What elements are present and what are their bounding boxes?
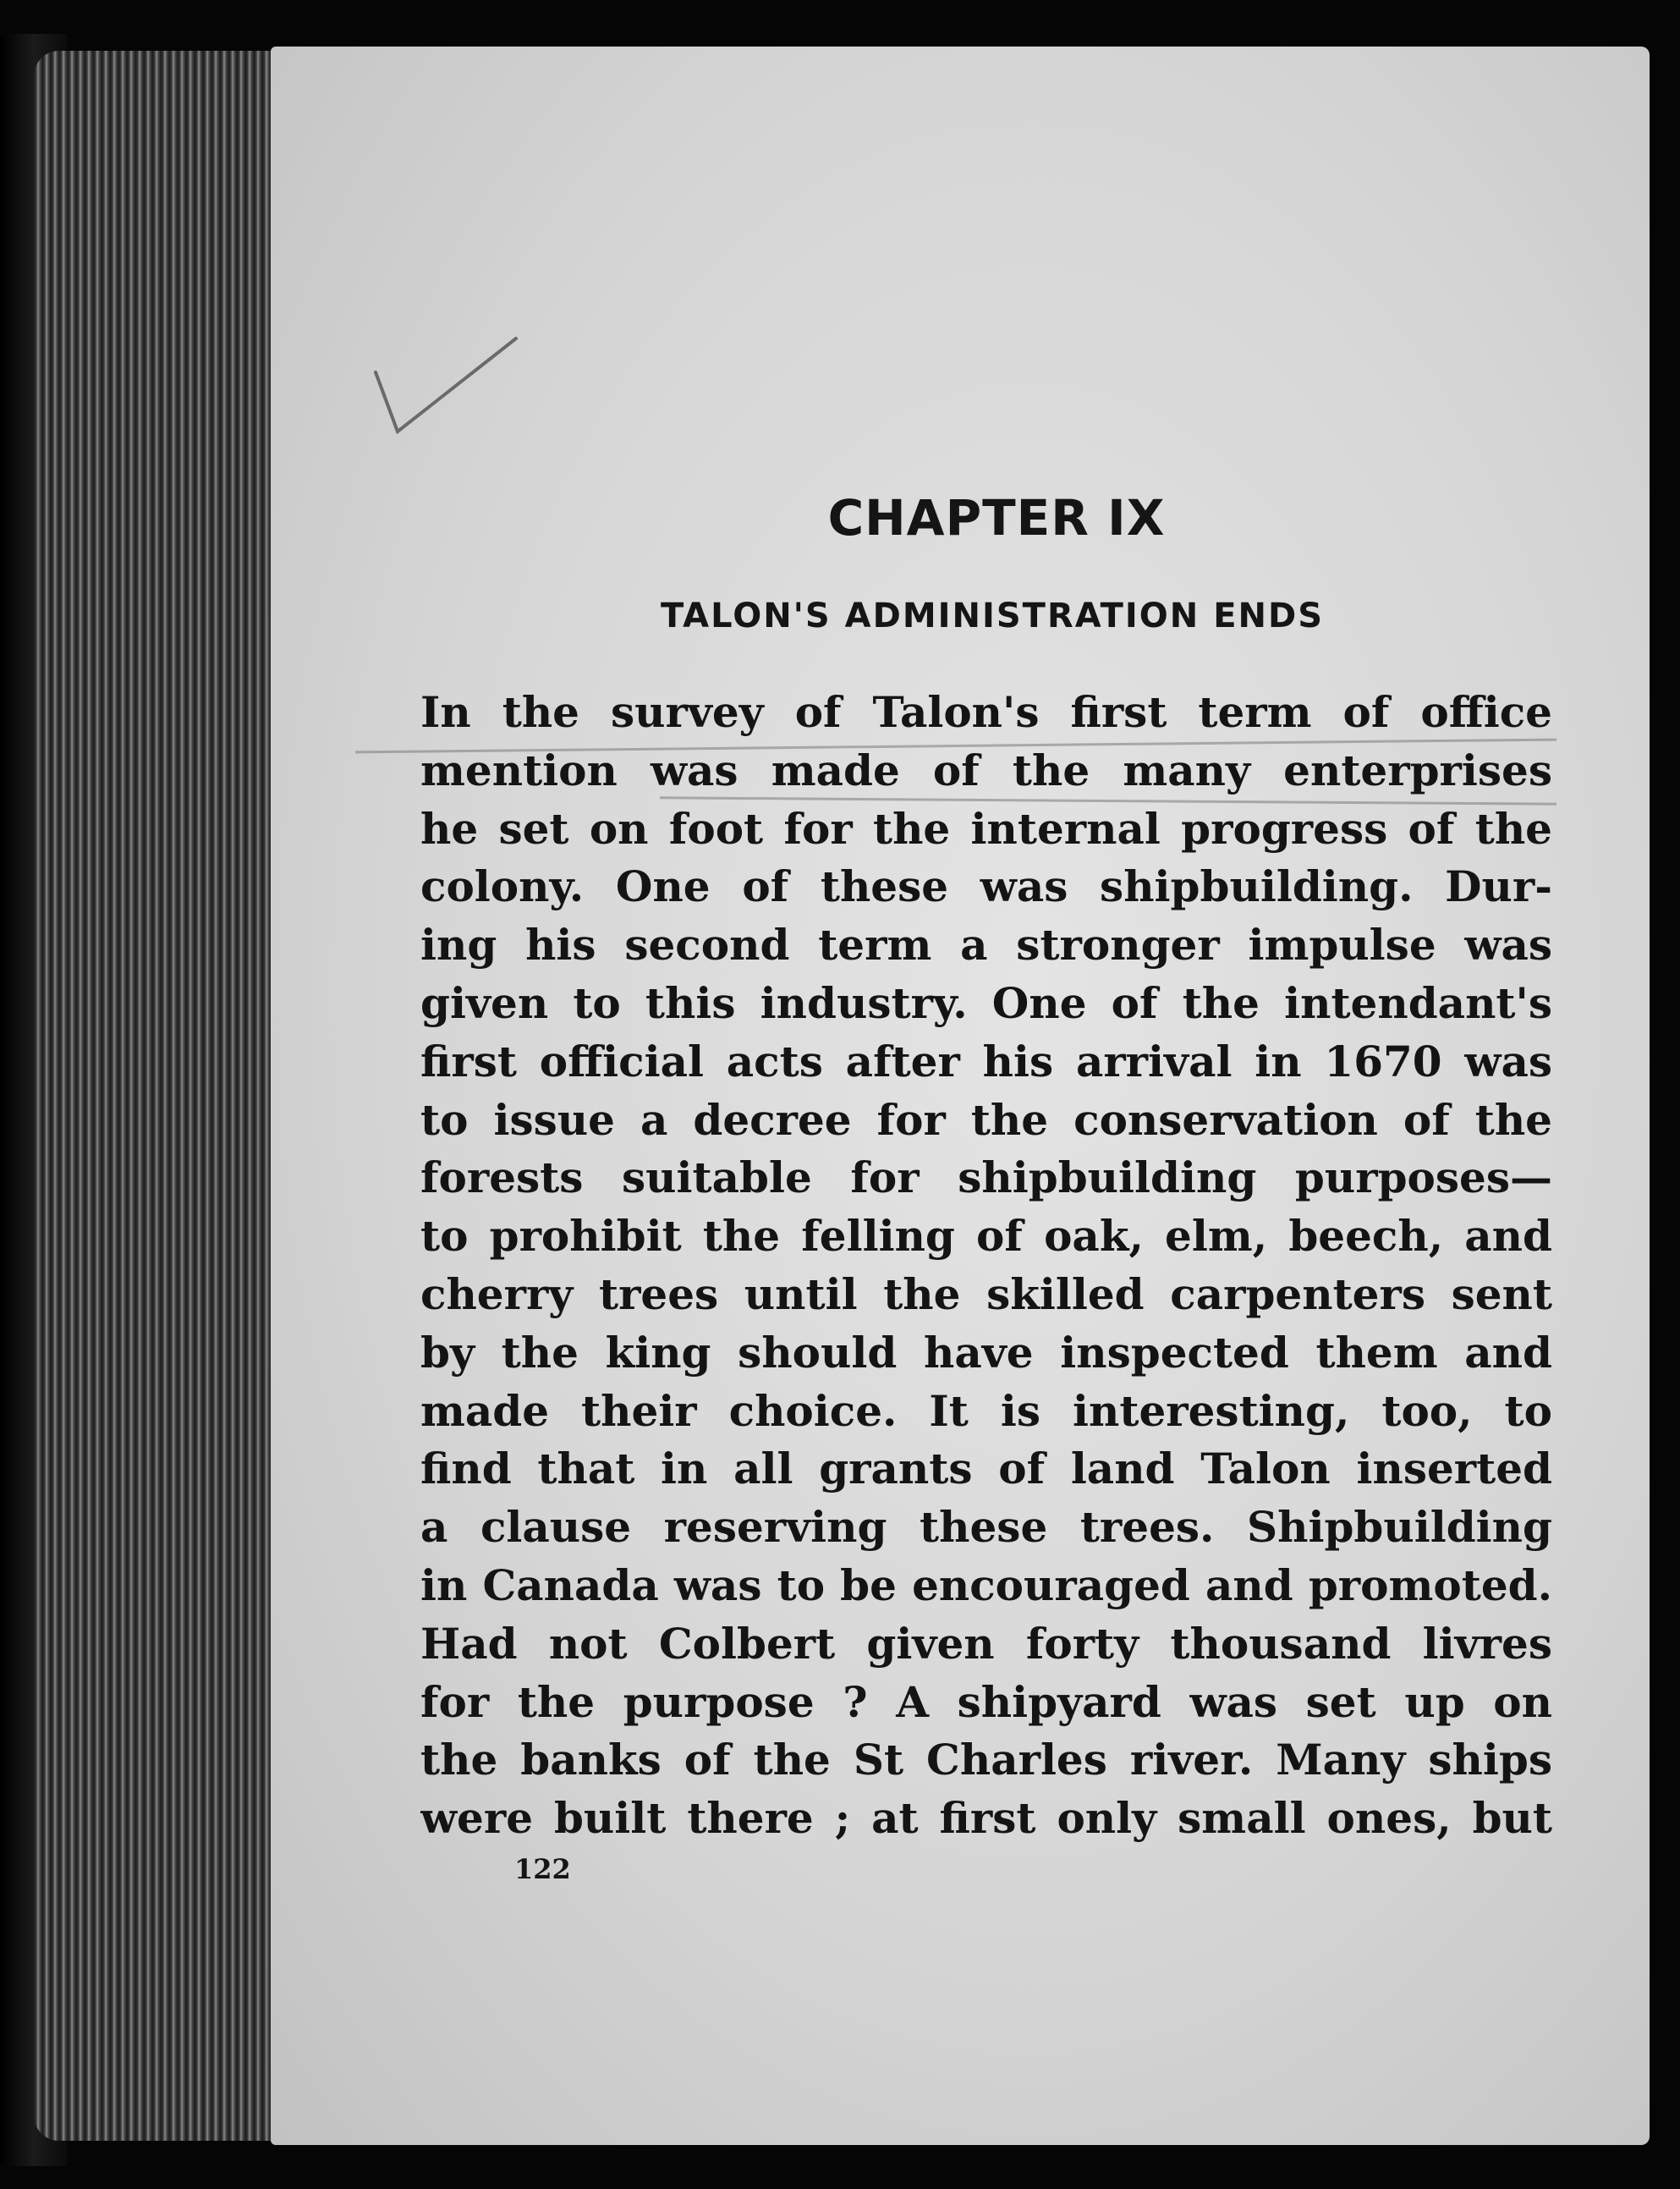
text-line: Had not Colbert given forty thousand livres bbox=[420, 1618, 1552, 1669]
text-line: find that in all grants of land Talon inserted bbox=[420, 1444, 1552, 1494]
text-line: cherry trees until the skilled carpenters sent bbox=[420, 1268, 1552, 1319]
chapter-subtitle: TALON'S ADMINISTRATION ENDS bbox=[661, 597, 1324, 635]
text-line: given to this industry. One of the intendant's bbox=[420, 977, 1552, 1028]
text-line: the banks of the St Charles river. Many ships bbox=[420, 1735, 1552, 1785]
page-number: 122 bbox=[514, 1853, 571, 1885]
text-line: ing his second term a stronger impulse was bbox=[420, 920, 1552, 971]
text-line: for the purpose ? A shipyard was set up on bbox=[420, 1676, 1552, 1727]
text-line: made their choice. It is interesting, too, to bbox=[420, 1385, 1552, 1436]
text-line: by the king should have inspected them and bbox=[420, 1327, 1552, 1378]
text-line: forests suitable for shipbuilding purposes— bbox=[420, 1152, 1552, 1203]
chapter-title: CHAPTER IX bbox=[827, 489, 1166, 547]
page-edges bbox=[34, 51, 279, 2141]
text-line: colony. One of these was shipbuilding. Dur- bbox=[420, 861, 1552, 912]
text-line: In the survey of Talon's first term of office bbox=[420, 687, 1552, 737]
text-line: to issue a decree for the conservation of the bbox=[420, 1094, 1552, 1145]
text-line: first official acts after his arrival in 1670 was bbox=[420, 1036, 1552, 1086]
text-line: were built there ; at first only small ones, but bbox=[420, 1793, 1552, 1844]
body-paragraph bbox=[420, 684, 1552, 1848]
text-line: in Canada was to be encouraged and promoted. bbox=[420, 1559, 1552, 1610]
text-line: mention was made of the many enterprises bbox=[420, 745, 1552, 795]
pencil-checkmark bbox=[372, 330, 524, 448]
text-line: he set on foot for the internal progress of the bbox=[420, 803, 1552, 854]
text-line: to prohibit the felling of oak, elm, beech, and bbox=[420, 1211, 1552, 1262]
text-line: a clause reserving these trees. Shipbuilding bbox=[420, 1502, 1552, 1553]
